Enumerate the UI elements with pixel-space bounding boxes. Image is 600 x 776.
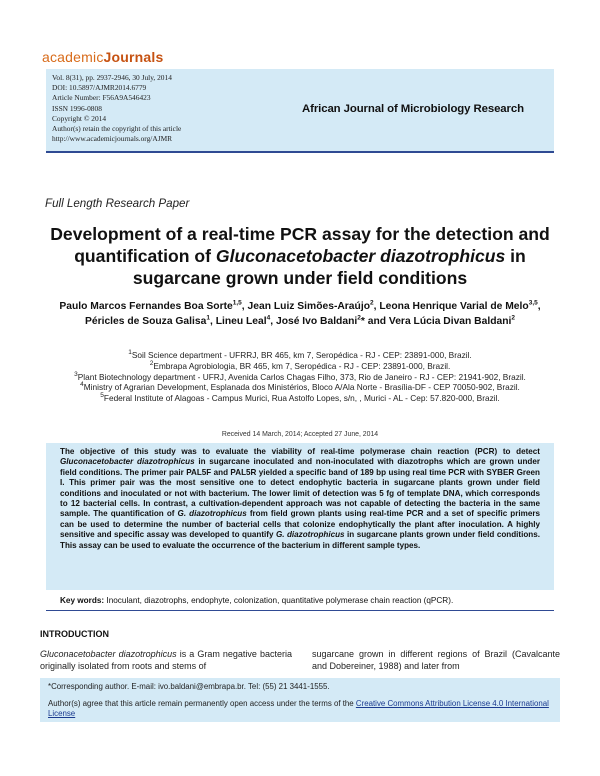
affiliation: [30, 350, 570, 361]
title-part-1: Development of a real-time PCR assay for the detection and quantification of: [50, 224, 550, 266]
affiliation: [30, 393, 570, 404]
affiliation-number: 1: [128, 349, 132, 357]
intro-species-name: Gluconacetobacter diazotrophicus: [40, 649, 177, 659]
abstract-segment: from field grown plants using real-time PCR and a set of specific primers can be used to determine the number of bacterial cells that colonize endophytically the plant after inoculation. A highly sensitive and specific assay was developed to quantify: [60, 509, 540, 540]
affiliation-text: Federal Institute of Alagoas - Campus Murici, Rua Astolfo Lopes, s/n, , Murici - AL - Cep: 57.820-000, Brazil.: [103, 393, 500, 404]
affiliation-number: 4: [80, 381, 84, 389]
logo-part-academic: academic: [42, 49, 104, 65]
author-name: Leona Henrique Varial de Melo: [379, 301, 529, 312]
author-name: José Ivo Baldani: [275, 315, 358, 327]
author-list: [40, 300, 560, 329]
corresponding-author: *Corresponding author. E-mail: ivo.baldani@embrapa.br. Tel: (55) 21 3441-1555.: [48, 682, 330, 691]
affiliation-text: Ministry of Agrarian Development, Esplanada dos Ministérios, Bloco A/Ala Norte - Brasília-DF - CEP 70050-902, Brazil.: [83, 382, 520, 393]
introduction-heading: INTRODUCTION: [40, 629, 109, 639]
affiliation-list: [30, 350, 570, 404]
meta-article-number: Article Number: F56A9A546423: [52, 93, 151, 103]
meta-volume: Vol. 8(31), pp. 2937-2946, 30 July, 2014: [52, 73, 172, 82]
abstract-segment: in sugarcane plants grown under field conditions. This assay can be used to evaluate the occurrence of the bacterium in different sample types.: [60, 530, 540, 550]
author-separator: ,: [537, 301, 541, 312]
author-name: Péricles de Souza Galisa: [84, 315, 207, 327]
author-affiliation-marker: 2: [357, 314, 361, 322]
journal-logo: [42, 49, 163, 65]
license-text: Author(s) agree that this article remain permanently open access under the terms of the: [48, 699, 356, 708]
affiliation-number: 5: [100, 392, 104, 400]
meta-doi[interactable]: DOI: 10.5897/AJMR2014.6779: [52, 83, 147, 93]
title-part-2: in sugarcane grown under field conditions: [132, 246, 526, 288]
affiliation: [30, 361, 570, 372]
affiliation: [30, 382, 570, 393]
abstract-segment: in sugarcane inoculated and non-inoculated with diazotrophs which are grown under field conditions. The primer pair PAL5F and PAL5R yielded a specific band of 189 bp using real time PCR with SYBER Green I. This primer pair was the most sensitive one to detect endophytic bacteria in sugarcane plants grown under field conditions and inoculated or not with bacterium. The lower limit of detection was 5 fg of template DNA, which corresponds to 12 bacterial cells. In contrast, a cultivation-dependent approach was not capable of detecting the bacteria in the same sample. The quantification of: [60, 457, 540, 519]
footnote: [48, 682, 554, 719]
article-meta: [52, 73, 302, 144]
title-italic: Gluconacetobacter diazotrophicus: [215, 246, 506, 266]
keywords-divider: [46, 610, 554, 611]
author-affiliation-marker: 4: [266, 314, 271, 322]
author-name: Vera Lúcia Divan Baldani: [388, 315, 512, 327]
abstract-species-name: G. diazotrophicus: [177, 509, 247, 519]
affiliation-text: Soil Science department - UFRRJ, BR 465, km 7, Seropédica - RJ - CEP: 23891-000, Brazil.: [131, 350, 472, 360]
license-note: [48, 699, 554, 719]
author-separator: * and: [360, 315, 389, 327]
paper-title: [30, 223, 570, 289]
intro-right-column: sugarcane grown in different regions of Brazil (Cavalcante and Dobereiner, 1988) and later from: [312, 649, 560, 671]
logo-part-journals: Journals: [103, 49, 164, 65]
abstract-segment: The objective of this study was to evaluate the viability of real-time polymerase chain reaction (PCR) to detect: [60, 447, 540, 456]
meta-rights: Author(s) retain the copyright of this article: [52, 124, 182, 134]
author-name: Paulo Marcos Fernandes Boa Sorte: [59, 301, 233, 312]
author-affiliation-marker: 2: [369, 299, 374, 307]
author-separator: ,: [373, 301, 380, 312]
keywords-label: Key words:: [60, 596, 105, 605]
affiliation-number: 3: [74, 370, 78, 378]
keywords: [60, 596, 550, 605]
author-affiliation-marker: 1: [206, 314, 210, 322]
abstract-text: [60, 447, 540, 551]
header-divider: [46, 151, 554, 153]
author-name: Jean Luiz Simões-Araújo: [247, 301, 370, 312]
affiliation-number: 2: [149, 360, 154, 368]
intro-left-column: [40, 648, 292, 672]
affiliation-text: Embrapa Agrobiologia, BR 465, km 7, Seropédica - RJ - CEP: 23891-000, Brazil.: [153, 360, 451, 371]
meta-copyright: Copyright © 2014: [52, 113, 107, 123]
license-link[interactable]: Creative Commons Attribution License 4.0 International License: [48, 699, 549, 718]
author-affiliation-marker: 3,5: [528, 299, 538, 307]
author-affiliation-marker: 1,5: [232, 299, 242, 307]
author-separator: ,: [241, 301, 248, 312]
affiliation: [30, 372, 570, 383]
intro-left-text: is a Gram negative bacteria originally isolated from roots and stems of: [40, 649, 292, 671]
paper-type: Full Length Research Paper: [45, 197, 190, 210]
meta-url[interactable]: http://www.academicjournals.org/AJMR: [52, 134, 173, 144]
author-affiliation-marker: 2: [511, 314, 515, 322]
affiliation-text: Plant Biotechnology department - UFRJ, Avenida Carlos Chagas Filho, 373, Rio de Janeiro - RJ - CEP: 21941-902, Brazil.: [77, 371, 526, 382]
meta-issn: ISSN 1996-0808: [52, 103, 102, 113]
abstract-species-name: G. diazotrophicus: [275, 530, 345, 540]
author-separator: ,: [209, 315, 216, 327]
abstract-species-name: Gluconacetobacter diazotrophicus: [60, 457, 195, 467]
received-dates: Received 14 March, 2014; Accepted 27 June, 2014: [221, 431, 379, 438]
author-name: Lineu Leal: [215, 315, 267, 327]
keywords-list: Inoculant, diazotrophs, endophyte, colonization, quantitative polymerase chain reaction (qPCR).: [104, 596, 454, 605]
journal-name: African Journal of Microbiology Research: [302, 103, 524, 115]
author-separator: ,: [270, 315, 276, 327]
